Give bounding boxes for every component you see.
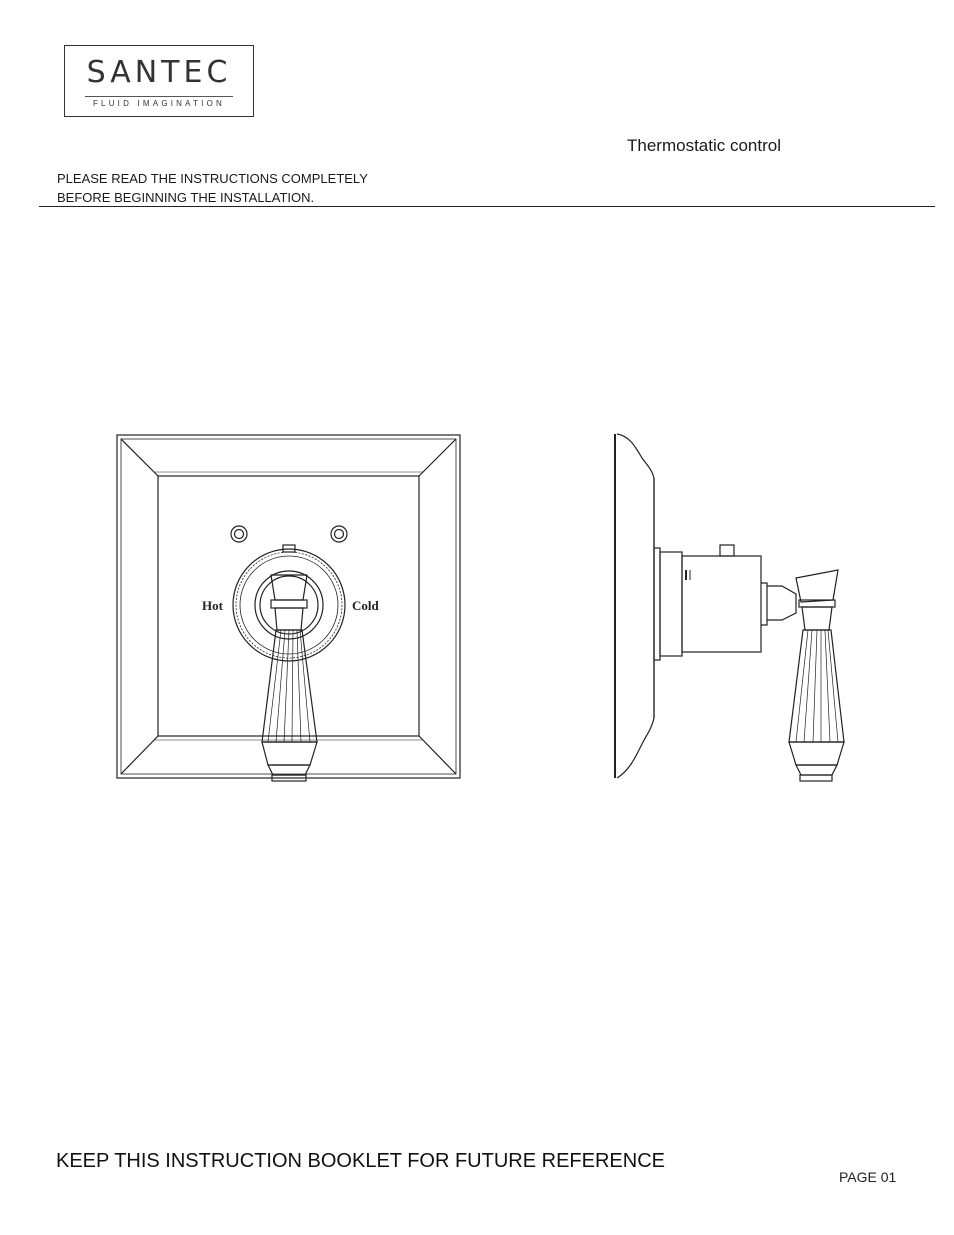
front-view-drawing: [117, 435, 460, 781]
page-number: PAGE 01: [839, 1169, 897, 1185]
cold-label: Cold: [352, 598, 379, 613]
notice-line-1: PLEASE READ THE INSTRUCTIONS COMPLETELY: [57, 171, 368, 186]
lever-handle-side: [789, 570, 844, 781]
handle-stem: [761, 583, 767, 625]
valve-body: [682, 556, 761, 652]
side-view-drawing: [615, 434, 844, 781]
trim-plate-inner: [158, 476, 419, 736]
lever-handle-front: [262, 575, 317, 781]
product-name: Thermostatic control: [627, 136, 781, 155]
valve-cap: [720, 545, 734, 556]
trim-plate-outer: [117, 435, 460, 778]
hot-label: Hot: [202, 598, 223, 613]
escutcheon: [233, 545, 345, 661]
screw-right: [331, 526, 347, 542]
brand-name: SANTEC: [86, 55, 232, 90]
notice-line-2: BEFORE BEGINNING THE INSTALLATION.: [57, 190, 315, 205]
trim-plate-profile: [617, 434, 654, 778]
brand-tagline: FLUID IMAGINATION: [92, 99, 226, 108]
valve-flange: [654, 548, 660, 660]
screw-left: [231, 526, 247, 542]
keep-booklet-note: KEEP THIS INSTRUCTION BOOKLET FOR FUTURE REFERENCE: [56, 1150, 665, 1172]
